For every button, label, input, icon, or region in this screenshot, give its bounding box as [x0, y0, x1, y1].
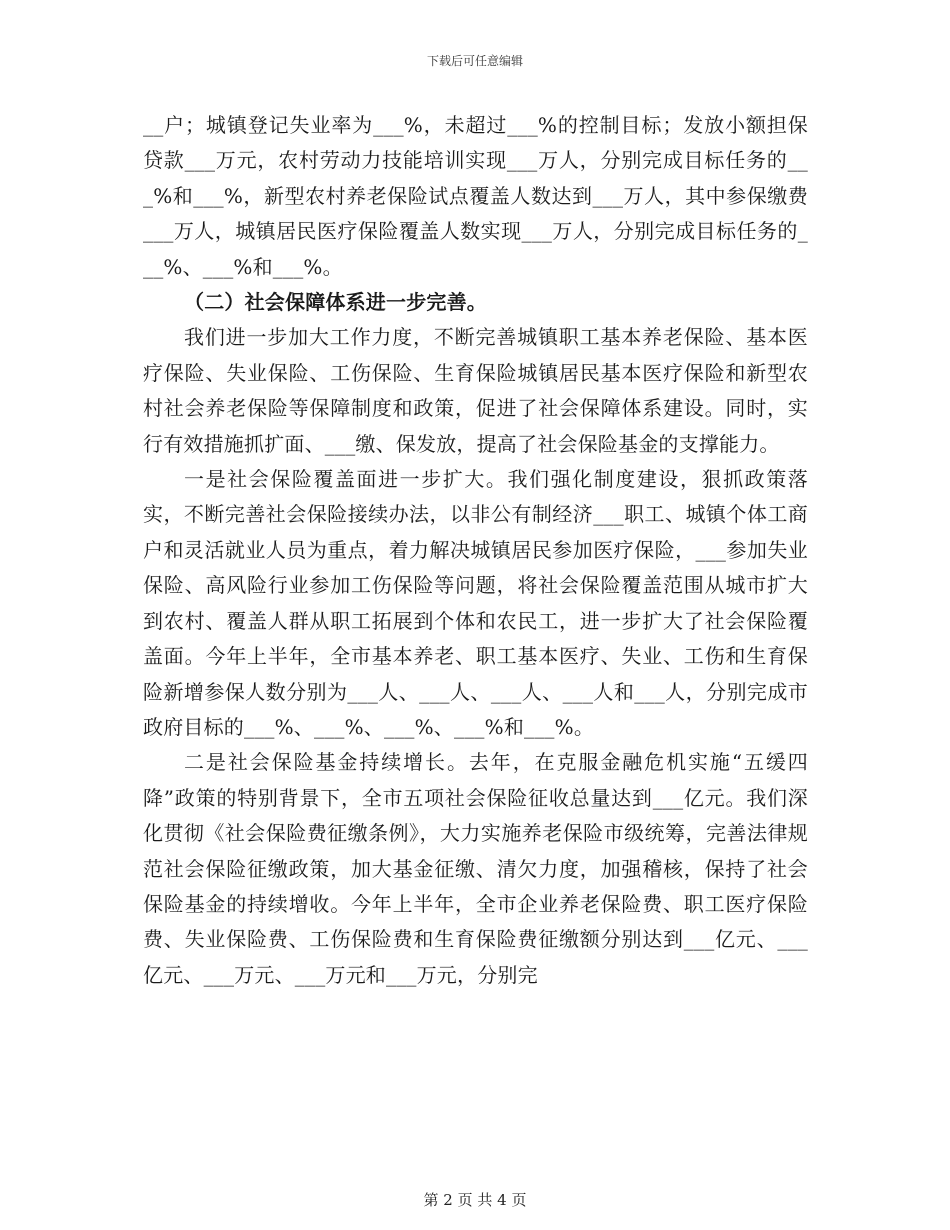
paragraph-fund-growth: 二是社会保险基金持续增长。去年，在克服金融危机实施“五缓四降”政策的特别背景下，全市五项社会保险征收总量达到___亿元。我们深化贯彻《社会保险费征缴条例》，大力实施养老保险市级统筹，完善法律规范社会保险征缴政策，加大基金征缴、清欠力度，加强稽核，保持了社会保险基金的持续增收。今年上半年，全市企业养老保险费、职工医疗保险费、失业保险费、工伤保险费和生育保险费征缴额分别达到___亿元、___亿元、___万元、___万元和___万元，分别完: [143, 750, 808, 987]
page-footer: 第 2 页 共 4 页: [423, 1191, 527, 1209]
paragraph-coverage: 一是社会保险覆盖面进一步扩大。我们强化制度建设，狠抓政策落实，不断完善社会保险接续办法，以非公有制经济___职工、城镇个体工商户和灵活就业人员为重点，着力解决城镇居民参加医疗保险，___参加失业保险、高风险行业参加工伤保险等问题，将社会保险覆盖范围从城市扩大到农村、覆盖人群从职工拓展到个体和农民工，进一步扩大了社会保险覆盖面。今年上半年，全市基本养老、职工基本医疗、失业、工伤和生育保险新增参保人数分别为___人、___人、___人、___人和___人，分别完成市政府目标的___%、___%、___%、___%和___%。: [143, 467, 808, 739]
section-heading: （二）社会保障体系进一步完善。: [184, 290, 487, 315]
paragraph-intro: 我们进一步加大工作力度，不断完善城镇职工基本养老保险、基本医疗保险、失业保险、工伤保险、生育保险城镇居民基本医疗保险和新型农村社会养老保险等保障制度和政策，促进了社会保障体系建设。同时，实行有效措施抓扩面、___缴、保发放，提高了社会保险基金的支撑能力。: [143, 325, 808, 456]
document-body: [143, 108, 808, 993]
paragraph-continuation: __户；城镇登记失业率为___%，未超过___%的控制目标；发放小额担保贷款___万元，农村劳动力技能培训实现___万人，分别完成目标任务的___%和___%，新型农村养老保险试点覆盖人数达到___万人，其中参保缴费___万人，城镇居民医疗保险覆盖人数实现___万人，分别完成目标任务的___%、___%和___%。: [143, 113, 808, 279]
page-header: 下载后可任意编辑: [426, 54, 523, 68]
